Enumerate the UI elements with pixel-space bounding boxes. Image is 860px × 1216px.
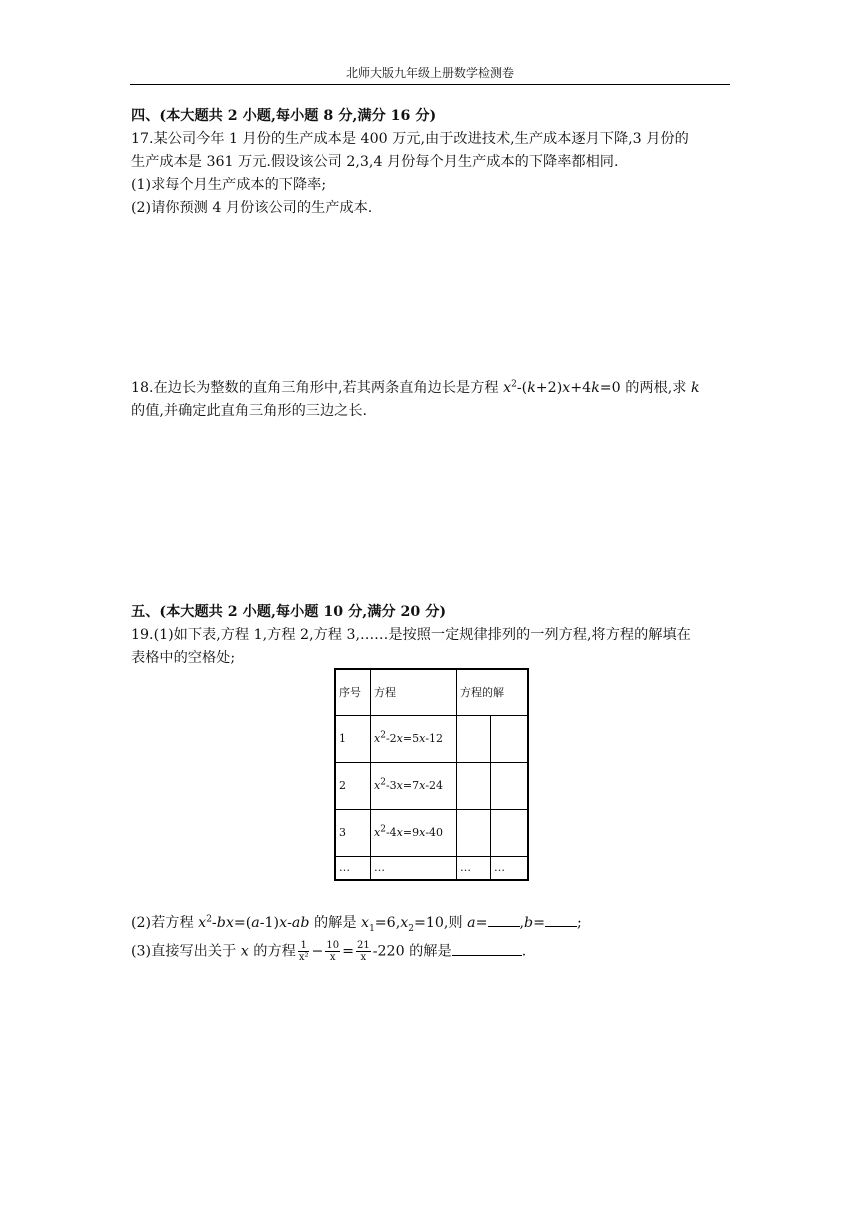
solution-cell-1[interactable]	[457, 762, 491, 809]
table-row	[335, 809, 528, 856]
table-row	[335, 715, 528, 762]
solution-cell-1[interactable]	[457, 715, 491, 762]
row-equation: $x^2-2x=5x-12$	[371, 715, 457, 762]
solution-cell-2[interactable]	[491, 715, 529, 762]
q19-part-2: (2)若方程 $x^2-bx=(a-1)x-ab$ 的解是 $x_1=6,x_2=10$,则 a= ,b= ;	[131, 914, 582, 934]
section-5-heading: 五、(本大题共 2 小题,每小题 10 分,满分 20 分)	[131, 604, 447, 620]
ellipsis-cell: …	[335, 856, 371, 880]
answer-blank-a[interactable]	[488, 925, 520, 927]
q17-line-2: 生产成本是 361 万元.假设该公司 2,3,4 月份每个月生产成本的下降率都相同.	[131, 154, 619, 170]
q17-line-1: 17.某公司今年 1 月份的生产成本是 400 万元,由于改进技术,生产成本逐月下降,3 月份的	[131, 131, 689, 147]
ellipsis-cell: …	[491, 856, 529, 880]
q19-line-1: 19.(1)如下表,方程 1,方程 2,方程 3,……是按照一定规律排列的一列方程,将方程的解填在	[131, 627, 691, 643]
row-equation: $x^2-3x=7x-24$	[371, 762, 457, 809]
q17-part-2: (2)请你预测 4 月份该公司的生产成本.	[131, 200, 373, 216]
solution-cell-1[interactable]	[457, 809, 491, 856]
q19-part-3: (3)直接写出关于 x 的方程 $\frac{1}{\text{x²}}$ − $\frac{10}{x}$ = $\frac{21}{x}$ -220 的解是 .	[131, 940, 527, 963]
row-index: 1	[335, 715, 371, 762]
q19-line-2: 表格中的空格处;	[131, 650, 236, 666]
q18-line-2: 的值,并确定此直角三角形的三边之长.	[131, 403, 368, 419]
table-row-ellipsis	[335, 856, 528, 880]
q17-part-1: (1)求每个月生产成本的下降率;	[131, 177, 327, 193]
header-index: 序号	[335, 669, 371, 715]
fraction-10-over-x: $\frac{10}{x}$	[326, 940, 340, 963]
table-header-row	[335, 669, 528, 715]
header-equation: 方程	[371, 669, 457, 715]
q18-line-1: 18.在边长为整数的直角三角形中,若其两条直角边长是方程 $x^2-(k+2)x+4k=0$ 的两根,求 k	[131, 379, 700, 396]
table-row	[335, 762, 528, 809]
equation-table	[334, 668, 529, 881]
row-index: 2	[335, 762, 371, 809]
ellipsis-cell: …	[457, 856, 491, 880]
solution-cell-2[interactable]	[491, 809, 529, 856]
row-index: 3	[335, 809, 371, 856]
answer-blank-b[interactable]	[545, 925, 577, 927]
solution-cell-2[interactable]	[491, 762, 529, 809]
fraction-1-over-x2: $\frac{1}{\text{x²}}$	[298, 940, 309, 963]
page-header-title: 北师大版九年级上册数学检测卷	[345, 66, 514, 80]
section-4-heading: 四、(本大题共 2 小题,每小题 8 分,满分 16 分)	[131, 108, 437, 124]
header-divider	[130, 84, 730, 85]
fraction-21-over-x: $\frac{21}{x}$	[357, 940, 370, 963]
header-solutions: 方程的解	[457, 669, 529, 715]
row-equation: $x^2-4x=9x-40$	[371, 809, 457, 856]
answer-blank-solution[interactable]	[452, 954, 522, 956]
ellipsis-cell: …	[371, 856, 457, 880]
